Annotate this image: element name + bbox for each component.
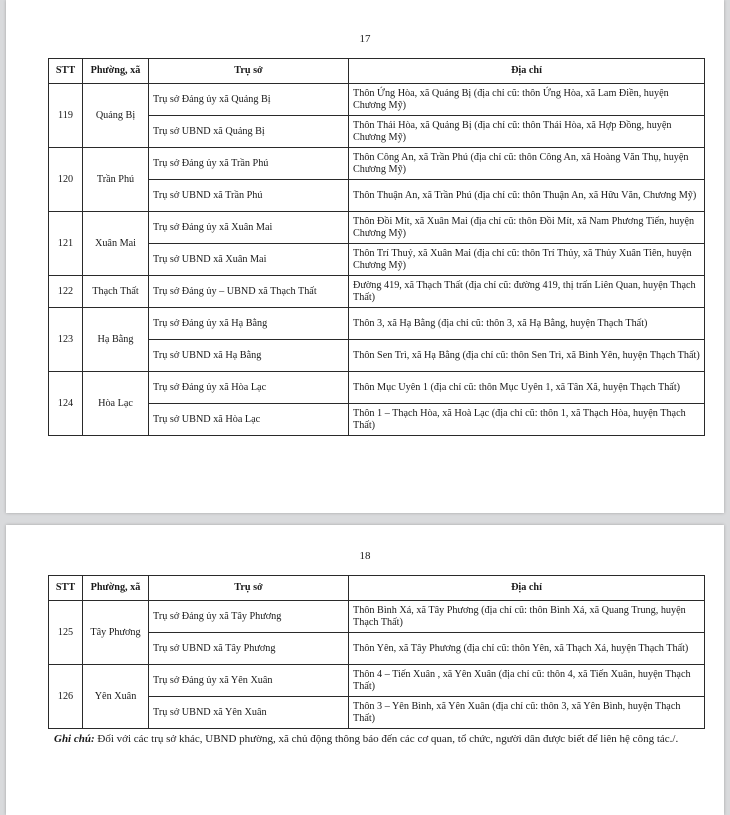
table-row: [49, 308, 705, 340]
cell-address: Thôn Bình Xá, xã Tây Phương (địa chỉ cũ: thôn Bình Xá, xã Quang Trung, huyện Thạch Thất): [349, 601, 705, 633]
table-row: [49, 665, 705, 697]
cell-address: Thôn Trí Thuỷ, xã Xuân Mai (địa chỉ cũ: thôn Trí Thủy, xã Thủy Xuân Tiên, huyện Chương Mỹ): [349, 244, 705, 276]
footnote-text: Đối với các trụ sở khác, UBND phường, xã chủ động thông báo đến các cơ quan, tổ chức, người dân được biết để liên hệ công tác./.: [94, 733, 679, 745]
office-address-table: [48, 575, 705, 729]
header-address: Địa chỉ: [349, 59, 705, 84]
cell-office: Trụ sở UBND xã Xuân Mai: [149, 244, 349, 276]
header-ward: Phường, xã: [83, 576, 149, 601]
cell-office: Trụ sở UBND xã Yên Xuân: [149, 697, 349, 729]
cell-address: Thôn Thuận An, xã Trần Phú (địa chỉ cũ: thôn Thuận An, xã Hữu Văn, Chương Mỹ): [349, 180, 705, 212]
cell-ward-name: Tây Phương: [83, 601, 149, 665]
cell-stt: 125: [49, 601, 83, 665]
page-number: 18: [359, 550, 371, 562]
cell-address: Thôn 1 – Thạch Hòa, xã Hoà Lạc (địa chỉ cũ: thôn 1, xã Thạch Hòa, huyện Thạch Thất): [349, 404, 705, 436]
header-office: Trụ sở: [149, 59, 349, 84]
cell-ward-name: Xuân Mai: [83, 212, 149, 276]
table-row: [49, 84, 705, 116]
cell-address: Thôn 3, xã Hạ Bằng (địa chỉ cũ: thôn 3, xã Hạ Bằng, huyện Thạch Thất): [349, 308, 705, 340]
table-header-row: [49, 576, 705, 601]
cell-office: Trụ sở UBND xã Tây Phương: [149, 633, 349, 665]
cell-office: Trụ sở Đảng ủy xã Yên Xuân: [149, 665, 349, 697]
cell-office: Trụ sở UBND xã Hạ Bằng: [149, 340, 349, 372]
cell-address: Thôn 4 – Tiến Xuân , xã Yên Xuân (địa chỉ cũ: thôn 4, xã Tiến Xuân, huyện Thạch Thất): [349, 665, 705, 697]
cell-office: Trụ sở Đảng ủy – UBND xã Thạch Thất: [149, 276, 349, 308]
table-row: [49, 212, 705, 244]
footnote-label: Ghi chú:: [54, 733, 95, 745]
cell-ward-name: Quảng Bị: [83, 84, 149, 148]
cell-address: Thôn Mục Uyên 1 (địa chỉ cũ: thôn Mục Uyên 1, xã Tân Xã, huyện Thạch Thất): [349, 372, 705, 404]
cell-office: Trụ sở Đảng ủy xã Hòa Lạc: [149, 372, 349, 404]
cell-office: Trụ sở Đảng ủy xã Trần Phú: [149, 148, 349, 180]
cell-address: Đường 419, xã Thạch Thất (địa chỉ cũ: đường 419, thị trấn Liên Quan, huyện Thạch Thất): [349, 276, 705, 308]
cell-address: Thôn Đồi Mít, xã Xuân Mai (địa chỉ cũ: thôn Đồi Mít, xã Nam Phương Tiến, huyện Chương Mỹ): [349, 212, 705, 244]
office-address-table: [48, 58, 705, 436]
cell-ward-name: Hạ Bằng: [83, 308, 149, 372]
header-ward: Phường, xã: [83, 59, 149, 84]
cell-address: Thôn Ứng Hòa, xã Quảng Bị (địa chỉ cũ: thôn Ứng Hòa, xã Lam Điền, huyện Chương Mỹ): [349, 84, 705, 116]
cell-stt: 119: [49, 84, 83, 148]
cell-stt: 123: [49, 308, 83, 372]
cell-stt: 120: [49, 148, 83, 212]
table-row: [49, 372, 705, 404]
header-stt: STT: [49, 576, 83, 601]
cell-address: Thôn Thái Hòa, xã Quảng Bị (địa chỉ cũ: thôn Thái Hòa, xã Hợp Đồng, huyện Chương Mỹ): [349, 116, 705, 148]
cell-address: Thôn Công An, xã Trần Phú (địa chỉ cũ: thôn Công An, xã Hoàng Văn Thụ, huyện Chương Mỹ): [349, 148, 705, 180]
cell-stt: 121: [49, 212, 83, 276]
cell-office: Trụ sở UBND xã Trần Phú: [149, 180, 349, 212]
cell-office: Trụ sở Đảng ủy xã Quảng Bị: [149, 84, 349, 116]
header-office: Trụ sở: [149, 576, 349, 601]
cell-office: Trụ sở Đảng ủy xã Hạ Bằng: [149, 308, 349, 340]
header-stt: STT: [49, 59, 83, 84]
cell-stt: 124: [49, 372, 83, 436]
cell-stt: 126: [49, 665, 83, 729]
cell-office: Trụ sở Đảng ủy xã Tây Phương: [149, 601, 349, 633]
document-page-18: [6, 525, 724, 815]
table-row: [49, 601, 705, 633]
page-number: 17: [359, 33, 371, 45]
footnote: [54, 732, 702, 747]
cell-office: Trụ sở UBND xã Quảng Bị: [149, 116, 349, 148]
cell-office: Trụ sở Đảng ủy xã Xuân Mai: [149, 212, 349, 244]
cell-ward-name: Hòa Lạc: [83, 372, 149, 436]
table-row: [49, 148, 705, 180]
table-header-row: [49, 59, 705, 84]
header-address: Địa chỉ: [349, 576, 705, 601]
cell-ward-name: Trần Phú: [83, 148, 149, 212]
table-row: [49, 276, 705, 308]
cell-ward-name: Thạch Thất: [83, 276, 149, 308]
cell-office: Trụ sở UBND xã Hòa Lạc: [149, 404, 349, 436]
cell-address: Thôn Yên, xã Tây Phương (địa chỉ cũ: thôn Yên, xã Thạch Xá, huyện Thạch Thất): [349, 633, 705, 665]
cell-address: Thôn 3 – Yên Bình, xã Yên Xuân (địa chỉ cũ: thôn 3, xã Yên Bình, huyện Thạch Thất): [349, 697, 705, 729]
cell-address: Thôn Sen Trì, xã Hạ Bằng (địa chỉ cũ: thôn Sen Trì, xã Bình Yên, huyện Thạch Thất): [349, 340, 705, 372]
cell-stt: 122: [49, 276, 83, 308]
cell-ward-name: Yên Xuân: [83, 665, 149, 729]
document-page-17: [6, 0, 724, 513]
